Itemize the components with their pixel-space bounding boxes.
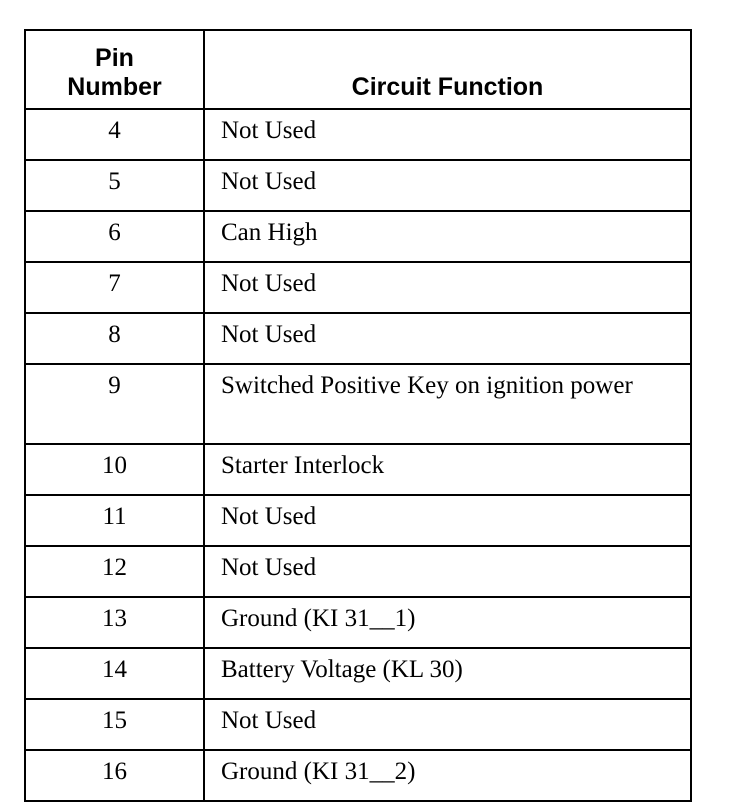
function-cell: Not Used <box>204 495 691 546</box>
table-row <box>25 597 691 648</box>
function-cell: Battery Voltage (KL 30) <box>204 648 691 699</box>
function-cell: Ground (KI 31__2) <box>204 750 691 801</box>
pin-cell: 12 <box>25 546 204 597</box>
pin-cell: 10 <box>25 444 204 495</box>
table-row <box>25 211 691 262</box>
pin-cell: 13 <box>25 597 204 648</box>
pin-header-line1: Pin <box>95 44 134 72</box>
table-row <box>25 109 691 160</box>
function-cell: Not Used <box>204 262 691 313</box>
pin-cell: 15 <box>25 699 204 750</box>
pin-cell: 14 <box>25 648 204 699</box>
function-cell: Ground (KI 31__1) <box>204 597 691 648</box>
function-cell: Not Used <box>204 699 691 750</box>
table-row <box>25 495 691 546</box>
function-cell: Not Used <box>204 109 691 160</box>
function-cell: Can High <box>204 211 691 262</box>
circuit-function-header: Circuit Function <box>204 30 691 109</box>
table-row <box>25 546 691 597</box>
pin-cell: 8 <box>25 313 204 364</box>
table-row <box>25 750 691 801</box>
pin-number-header <box>25 30 204 109</box>
pin-cell: 9 <box>25 364 204 444</box>
function-cell: Not Used <box>204 546 691 597</box>
pin-function-table <box>24 29 692 802</box>
pin-cell: 6 <box>25 211 204 262</box>
table-row <box>25 262 691 313</box>
function-cell: Not Used <box>204 313 691 364</box>
table-row <box>25 699 691 750</box>
table-row <box>25 313 691 364</box>
pin-cell: 7 <box>25 262 204 313</box>
pin-function-table-container <box>24 29 690 802</box>
function-cell: Not Used <box>204 160 691 211</box>
pin-cell: 5 <box>25 160 204 211</box>
table-row <box>25 160 691 211</box>
pin-cell: 4 <box>25 109 204 160</box>
table-header-row <box>25 30 691 109</box>
pin-cell: 16 <box>25 750 204 801</box>
pin-header-line2: Number <box>67 73 162 101</box>
pin-cell: 11 <box>25 495 204 546</box>
function-cell: Switched Positive Key on ignition power <box>204 364 691 444</box>
table-row <box>25 364 691 444</box>
table-row <box>25 648 691 699</box>
table-row <box>25 444 691 495</box>
function-cell: Starter Interlock <box>204 444 691 495</box>
